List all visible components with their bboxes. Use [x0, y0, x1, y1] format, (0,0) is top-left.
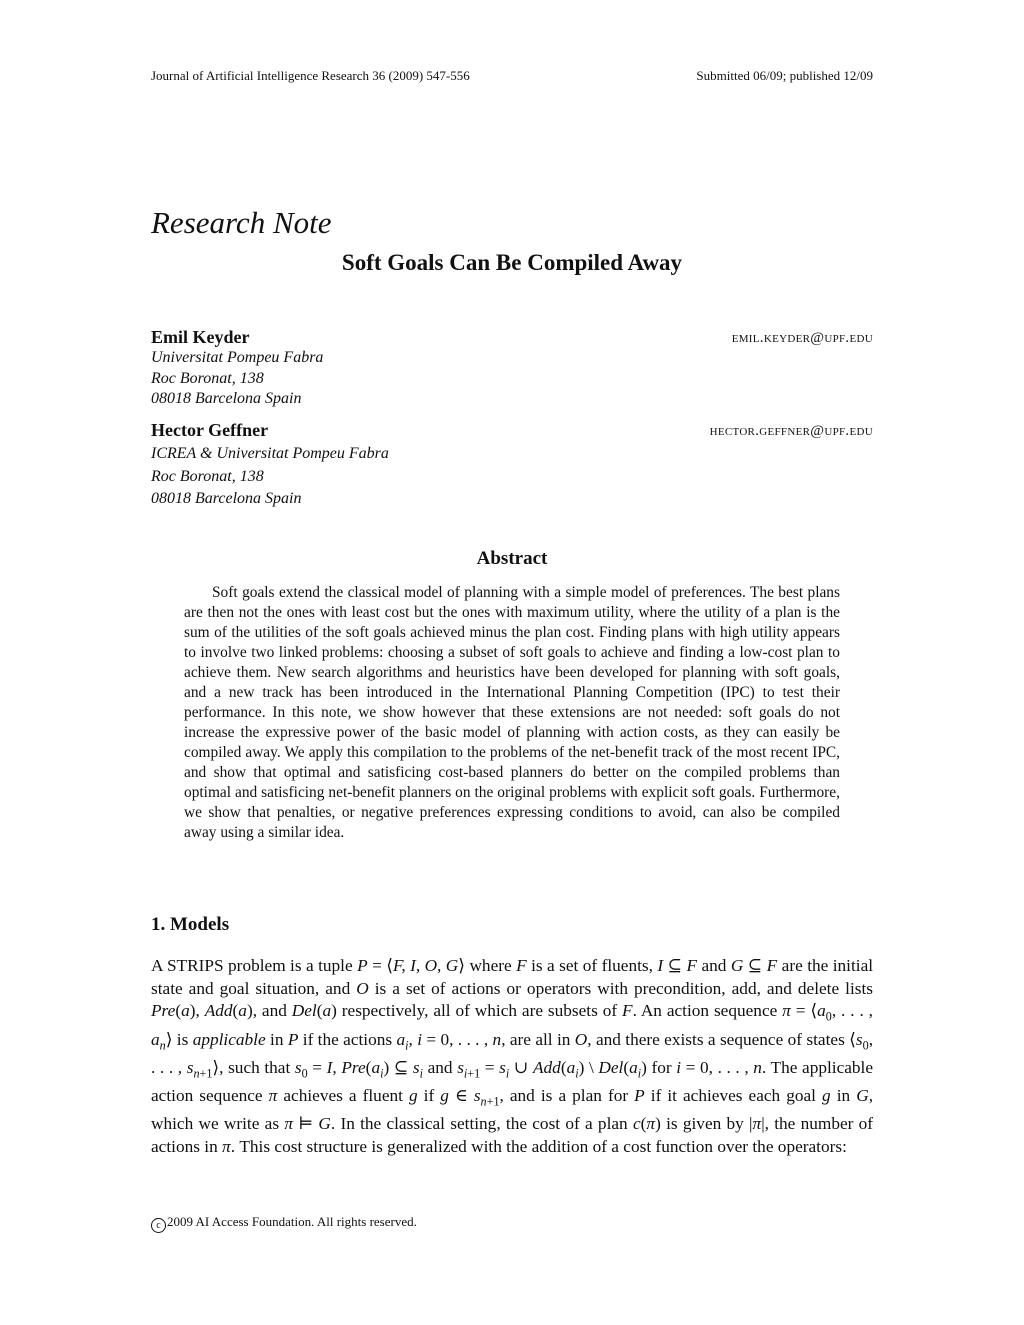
author-block-1	[151, 327, 873, 410]
author-affiliation-line: Roc Boronat, 138	[151, 369, 264, 387]
submission-dates: Submitted 06/09; published 12/09	[696, 68, 873, 83]
author-name: Hector Geffner	[151, 420, 269, 440]
author-affiliation-line: ICREA & Universitat Pompeu Fabra	[151, 445, 389, 462]
author-affiliation-line: Roc Boronat, 138	[151, 467, 264, 485]
author-name: Emil Keyder	[151, 327, 250, 347]
section-body: A STRIPS problem is a tuple P = ⟨F, I, O, G⟩ where F is a set of fluents, I ⊆ F and G ⊆ F are the initial state and goal situation, and O is a set of actions or operators with precondition, add, and delete lists Pre(a), Add(a), and Del(a) respectively, all of which are subsets of F. An action sequence $\pi = ⟨a_0$, . . . , $a_n⟩$ is applicable in P if the actions $a_i$, i = 0, . . . , n, are all in O, and there exists a sequence of states $⟨s_0$, . . . , $s_{n+1}⟩$, such that $s_0 = I$, $Pre(a_i)$ ⊆ $s_i$ and $s_{i+1} = s_i$ ∪ $Add(a_i)$ \ $Del(a_i)$ for i = 0, . . . , n. The applicable action sequence π achieves a fluent g if g ∈ $s_{n+1}$, and is a plan for P if it achieves each goal g in G, which we write as π ⊨ G. In the classical setting, the cost of a plan c(π) is given by |π|, the number of actions in π. This cost structure is generalized with the addition of a cost function over the operators:	[151, 956, 874, 1156]
abstract-heading: Abstract	[476, 548, 548, 569]
author-email[interactable]: hector.geffner@upf.edu	[709, 423, 873, 439]
author-email[interactable]: emil.keyder@upf.edu	[731, 330, 873, 346]
author-block-2	[151, 420, 873, 510]
copyright-notice: c 2009 AI Access Foundation. All rights reserved.	[151, 1214, 417, 1233]
author-affiliation-line: 08018 Barcelona Spain	[151, 390, 302, 407]
section-heading: 1. Models	[151, 914, 230, 935]
journal-header: Journal of Artificial Intelligence Research 36 (2009) 547-556	[151, 68, 470, 83]
note-label: Research Note	[151, 205, 332, 240]
paper-title: Soft Goals Can Be Compiled Away	[341, 250, 683, 275]
copyright-icon: c	[151, 1218, 166, 1233]
author-affiliation-line: Universitat Pompeu Fabra	[151, 349, 324, 366]
author-affiliation-line: 08018 Barcelona Spain	[151, 490, 302, 507]
abstract-text: Soft goals extend the classical model of planning with a simple model of preferences. The best plans are then not the ones with least cost but the ones with maximum utility, where the utility of a plan is the sum of the utilities of the soft goals achieved minus the plan cost. Finding plans with high utility appears to involve two linked problems: choosing a subset of soft goals to achieve and finding a low-cost plan to achieve them. New search algorithms and heuristics have been developed for planning with soft goals, and a new track has been introduced in the International Planning Competition (IPC) to test their performance. In this note, we show however that these extensions are not needed: soft goals do not increase the expressive power of the basic model of planning with action costs, as they can easily be compiled away. We apply this compilation to the problems of the net-benefit track of the most recent IPC, and show that optimal and satisficing cost-based planners do better on the compiled problems than optimal and satisficing net-benefit planners on the original problems with explicit soft goals. Furthermore, we show that penalties, or negative preferences expressing conditions to avoid, can also be compiled away using a similar idea.	[184, 584, 840, 841]
